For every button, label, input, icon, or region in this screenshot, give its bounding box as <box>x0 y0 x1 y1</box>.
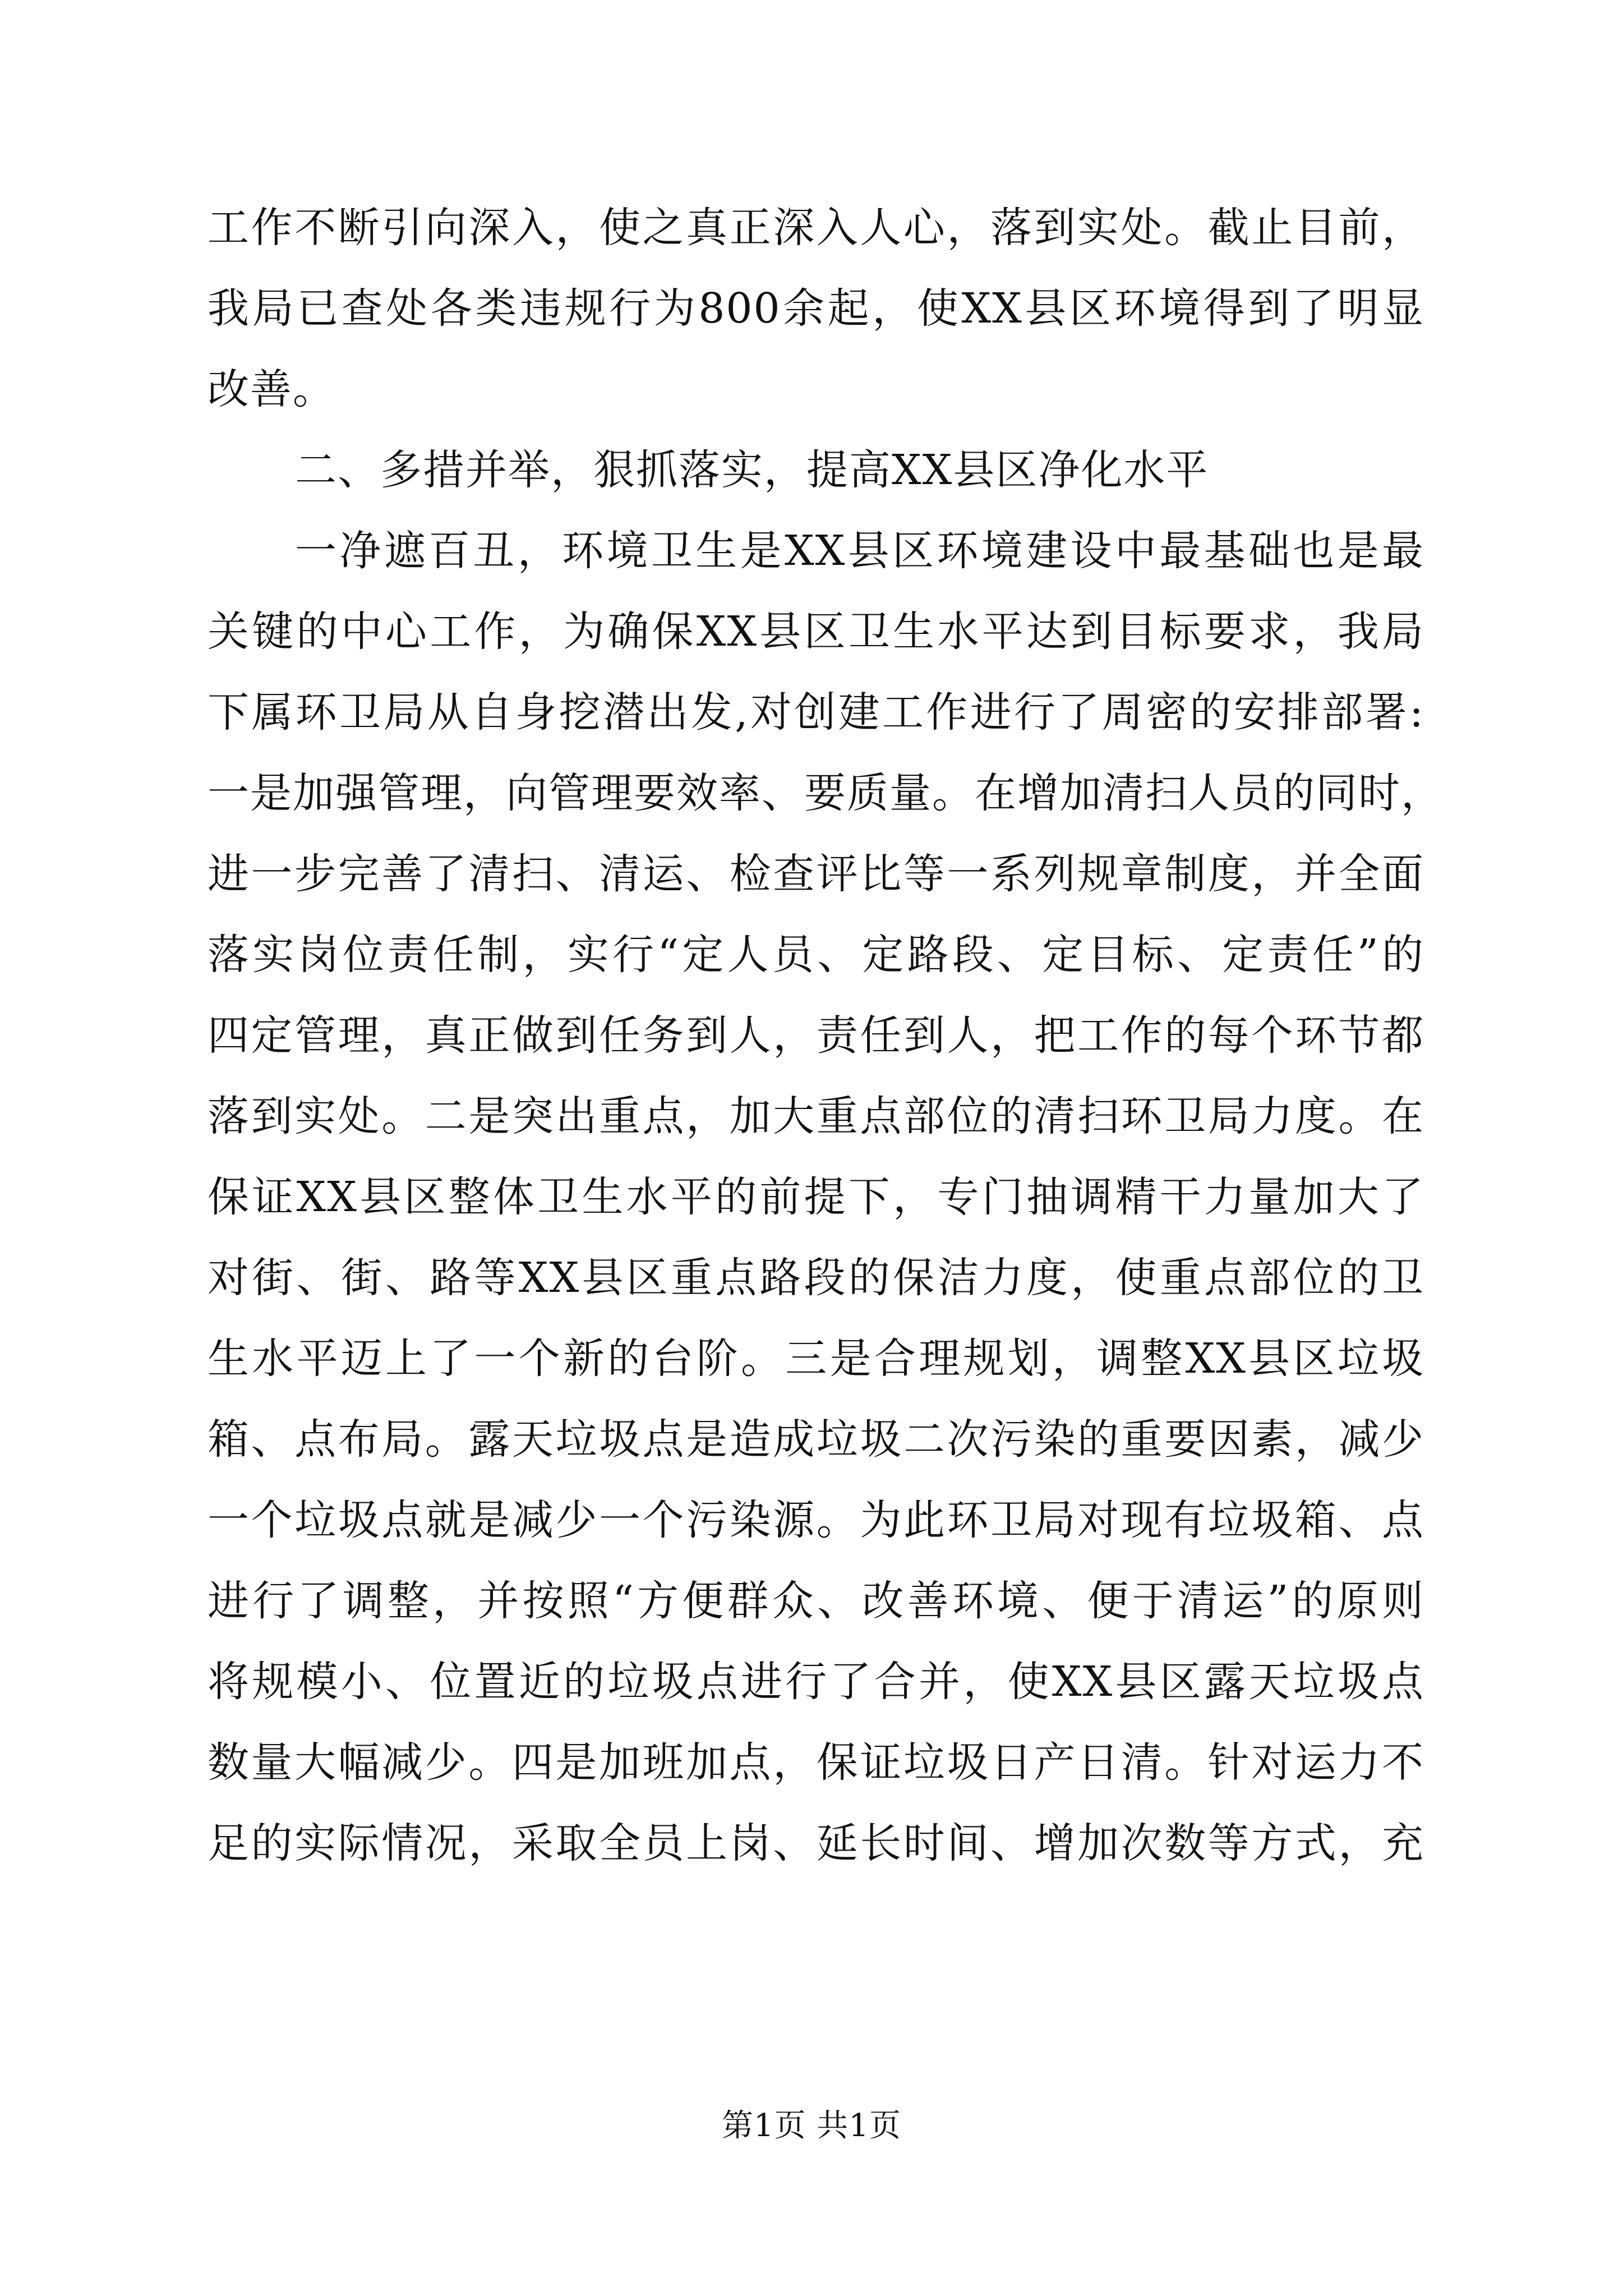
text-line: 箱、点布局。露天垃圾点是造成垃圾二次污染的重要因素，减少 <box>208 1415 1424 1464</box>
text-line: 数量大幅减少。四是加班加点，保证垃圾日产日清。针对运力不 <box>208 1738 1424 1787</box>
text-line: 一个垃圾点就是减少一个污染源。为此环卫局对现有垃圾箱、点 <box>208 1496 1424 1544</box>
text-line: 工作不断引向深入，使之真正深入人心，落到实处。截止目前， <box>208 204 1424 252</box>
text-line: 四定管理，真正做到任务到人，责任到人，把工作的每个环节都 <box>208 1011 1424 1060</box>
text-line: 足的实际情况，采取全员上岗、延长时间、增加次数等方式，充 <box>208 1819 1424 1867</box>
text-line: 落到实处。二是突出重点，加大重点部位的清扫环卫局力度。在 <box>208 1092 1424 1140</box>
text-line: 生水平迈上了一个新的台阶。三是合理规划，调整XX县区垃圾 <box>208 1335 1424 1383</box>
text-line: 改善。 <box>208 365 335 413</box>
text-line: 进一步完善了清扫、清运、检查评比等一系列规章制度，并全面 <box>208 850 1424 898</box>
text-line: 我局已查处各类违规行为800余起，使XX县区环境得到了明显 <box>208 284 1424 333</box>
text-line: 下属环卫局从自身挖潜出发,对创建工作进行了周密的安排部署: <box>208 688 1424 737</box>
text-line: 关键的中心工作，为确保XX县区卫生水平达到目标要求，我局 <box>208 608 1424 656</box>
text-line: 进行了调整，并按照“方便群众、改善环境、便于清运”的原则 <box>208 1577 1424 1625</box>
section-heading: 二、多措并举，狠抓落实，提高XX县区净化水平 <box>295 446 1209 494</box>
text-line: 一净遮百丑，环境卫生是XX县区环境建设中最基础也是最 <box>295 527 1424 575</box>
document-body <box>208 187 1444 1884</box>
text-line: 对街、街、路等XX县区重点路段的保洁力度，使重点部位的卫 <box>208 1254 1424 1302</box>
text-line: 一是加强管理，向管理要效率、要质量。在增加清扫人员的同时， <box>208 769 1444 817</box>
paragraph-body <box>208 510 1444 1884</box>
paragraph-continuation <box>208 187 1424 430</box>
text-line: 将规模小、位置近的垃圾点进行了合并，使XX县区露天垃圾点 <box>208 1658 1424 1706</box>
text-line: 保证XX县区整体卫生水平的前提下，专门抽调精干力量加大了 <box>208 1173 1424 1221</box>
text-line: 落实岗位责任制，实行“定人员、定路段、定目标、定责任”的 <box>208 931 1424 979</box>
page-number-footer: 第1页 共1页 <box>721 2108 902 2144</box>
